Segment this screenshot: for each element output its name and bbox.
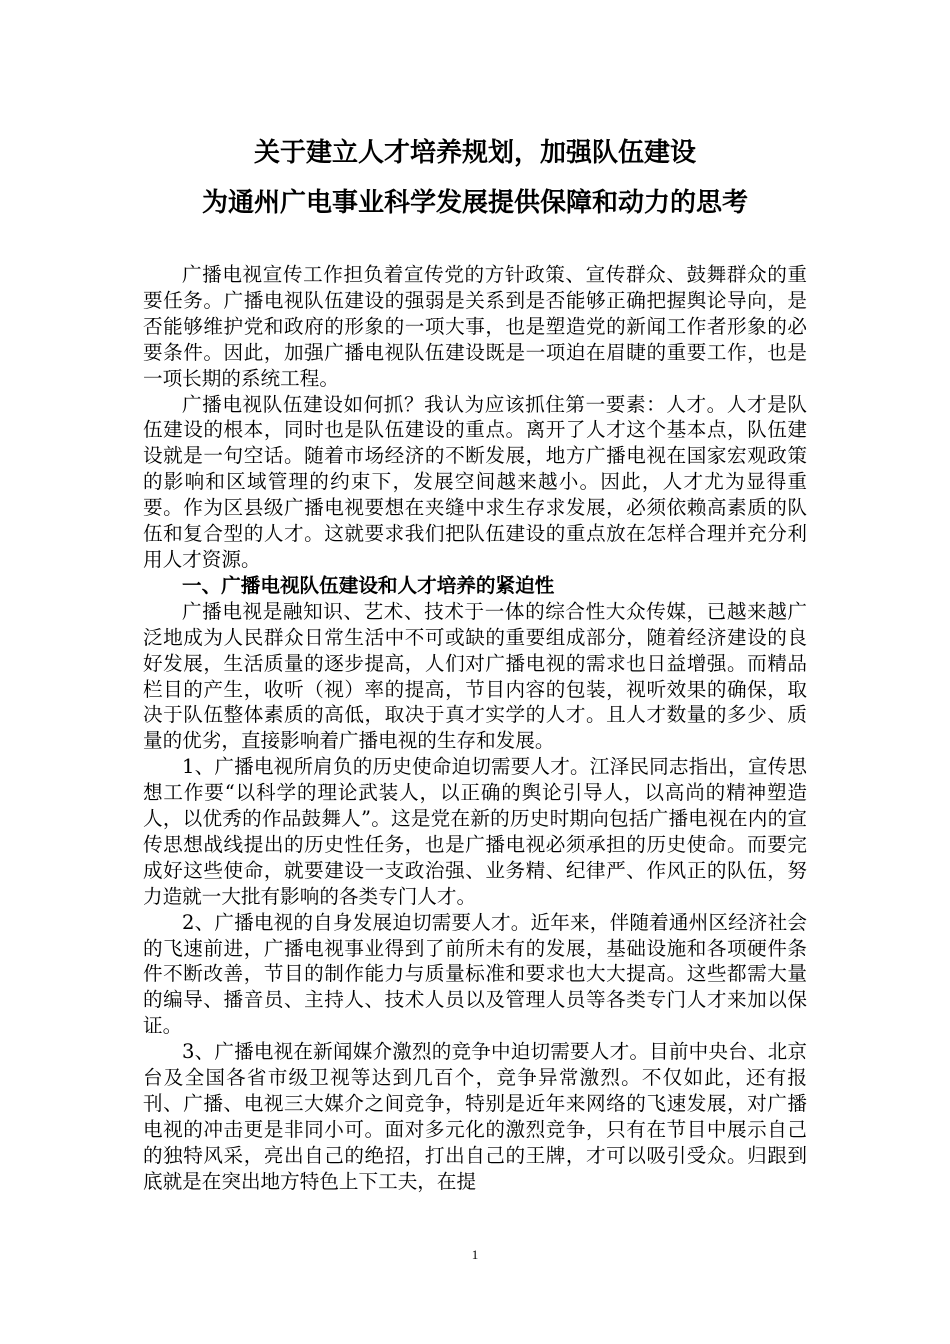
paragraph: 广播电视是融知识、艺术、技术于一体的综合性大众传媒，已越来越广泛地成为人民群众日常生活中不可或缺的重要组成部分，随着经济建设的良好发展，生活质量的逐步提高，人们对广播电视的需求也日益增强。而精品栏目的产生，收听（视）率的提高，节目内容的包装，视听效果的确保，取决于队伍整体素质的高低，取决于真才实学的人才。且人才数量的多少、质量的优劣，直接影响着广播电视的生存和发展。 — [143, 599, 807, 753]
document-body — [143, 262, 807, 1195]
document-title-line-2: 为通州广电事业科学发展提供保障和动力的思考 — [201, 188, 748, 218]
document-title-line-1: 关于建立人才培养规划，加强队伍建设 — [253, 138, 696, 168]
paragraph: 2、广播电视的自身发展迫切需要人才。近年来，伴随着通州区经济社会的飞速前进，广播电视事业得到了前所未有的发展，基础设施和各项硬件条件不断改善，节目的制作能力与质量标准和要求也大大提高。这些都需大量的编导、播音员、主持人、技术人员以及管理人员等各类专门人才来加以保证。 — [143, 910, 807, 1038]
paragraph: 1、广播电视所肩负的历史使命迫切需要人才。江泽民同志指出，宣传思想工作要“以科学的理论武装人，以正确的舆论引导人，以高尚的精神塑造人，以优秀的作品鼓舞人”。这是党在新的历史时期向包括广播电视在内的宣传思想战线提出的历史性任务，也是广播电视必须承担的历史使命。而要完成好这些使命，就要建设一支政治强、业务精、纪律严、作风正的队伍，努力造就一大批有影响的各类专门人才。 — [143, 755, 807, 908]
paragraph: 广播电视宣传工作担负着宣传党的方针政策、宣传群众、鼓舞群众的重要任务。广播电视队伍建设的强弱是关系到是否能够正确把握舆论导向，是否能够维护党和政府的形象的一项大事，也是塑造党的新闻工作者形象的必要条件。因此，加强广播电视队伍建设既是一项迫在眉睫的重要工作，也是一项长期的系统工程。 — [143, 263, 807, 390]
paragraph: 3、广播电视在新闻媒介激烈的竞争中迫切需要人才。目前中央台、北京台及全国各省市级卫视等达到几百个，竞争异常激烈。不仅如此，还有报刊、广播、电视三大媒介之间竞争，特别是近年来网络的飞速发展，对广播电视的冲击更是非同小可。面对多元化的激烈竞争，只有在节目中展示自己的独特风采，亮出自己的绝招，打出自己的王牌，才可以吸引受众。归跟到底就是在突出地方特色上下工夫，在提 — [143, 1040, 807, 1193]
paragraph: 广播电视队伍建设如何抓？我认为应该抓住第一要素：人才。人才是队伍建设的根本，同时也是队伍建设的重点。离开了人才这个基本点，队伍建设就是一句空话。随着市场经济的不断发展，地方广播电视在国家宏观政策的影响和区域管理的约束下，发展空间越来越小。因此，人才尤为显得重要。作为区县级广播电视要想在夹缝中求生存求发展，必须依赖高素质的队伍和复合型的人才。这就要求我们把队伍建设的重点放在怎样合理并充分利用人才资源。 — [143, 392, 807, 571]
page-number: 1 — [471, 1247, 479, 1262]
section-heading: 一、广播电视队伍建设和人才培养的紧迫性 — [182, 573, 555, 597]
